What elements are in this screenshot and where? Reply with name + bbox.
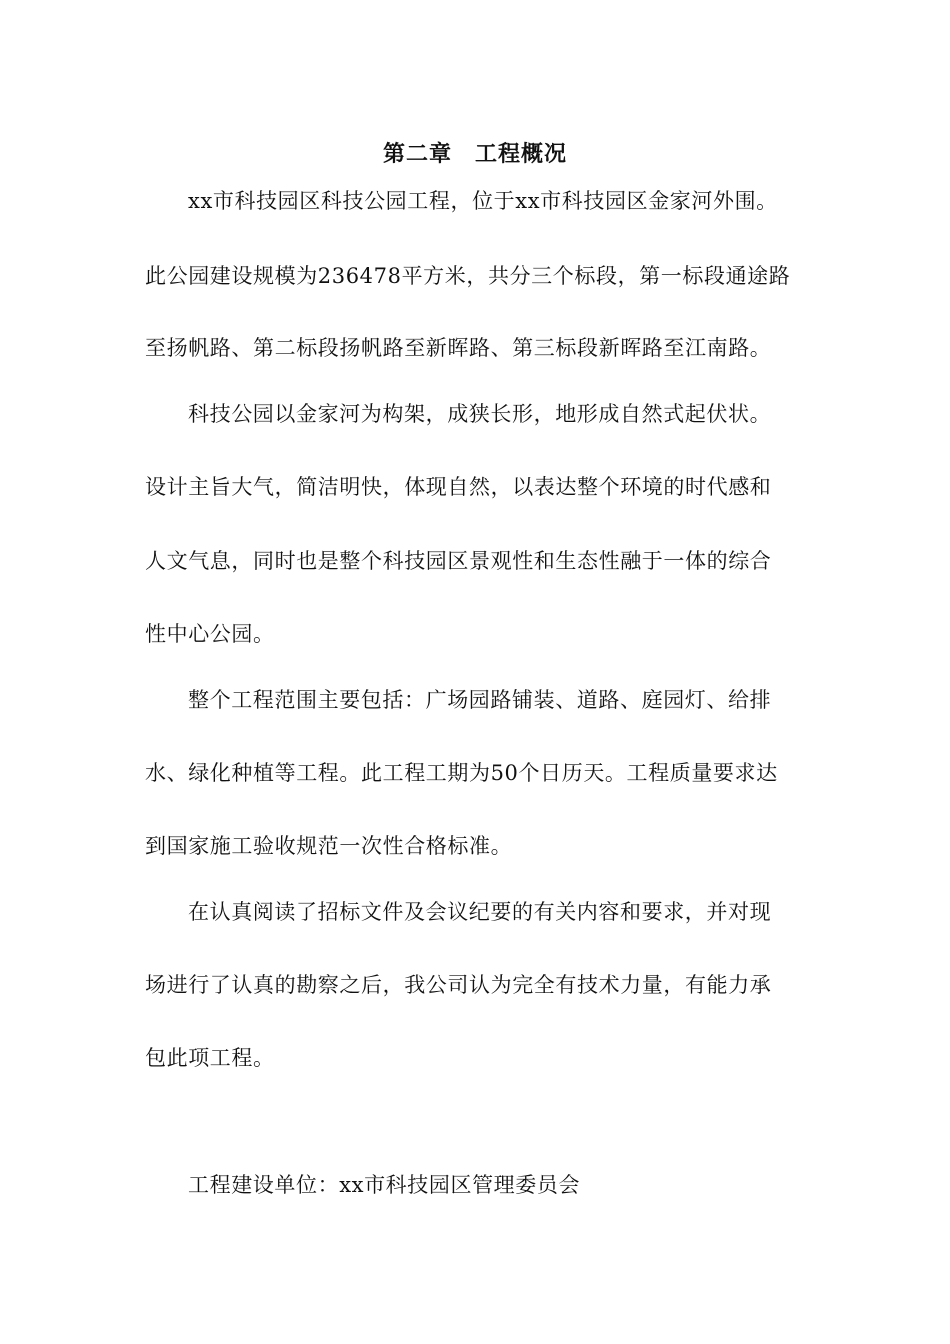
chapter-title: 第二章 工程概况 [382, 142, 567, 167]
paragraph-4-line-3: 包此项工程。 [145, 1046, 275, 1070]
paragraph-2-line-4: 性中心公园。 [145, 622, 275, 646]
paragraph-3-line-1: 整个工程范围主要包括：广场园路铺装、道路、庭园灯、给排 [188, 688, 772, 712]
paragraph-1-line-1: xx市科技园区科技公园工程，位于xx市科技园区金家河外围。 [188, 189, 778, 213]
paragraph-3-line-2: 水、绿化种植等工程。此工程工期为50个日历天。工程质量要求达 [145, 761, 778, 785]
paragraph-2-line-3: 人文气息，同时也是整个科技园区景观性和生态性融于一体的综合 [145, 549, 772, 573]
paragraph-1-line-3: 至扬帆路、第二标段扬帆路至新晖路、第三标段新晖路至江南路。 [145, 336, 772, 360]
construction-unit-line: 工程建设单位：xx市科技园区管理委员会 [188, 1173, 581, 1197]
paragraph-4-line-1: 在认真阅读了招标文件及会议纪要的有关内容和要求，并对现 [188, 900, 772, 924]
paragraph-3-line-3: 到国家施工验收规范一次性合格标准。 [145, 834, 513, 858]
paragraph-2-line-2: 设计主旨大气，简洁明快，体现自然，以表达整个环境的时代感和 [145, 475, 772, 499]
paragraph-1-line-2: 此公园建设规模为236478平方米，共分三个标段，第一标段通途路 [145, 264, 791, 288]
paragraph-2-line-1: 科技公园以金家河为构架，成狭长形，地形成自然式起伏状。 [188, 402, 772, 426]
paragraph-4-line-2: 场进行了认真的勘察之后，我公司认为完全有技术力量，有能力承 [145, 973, 772, 997]
